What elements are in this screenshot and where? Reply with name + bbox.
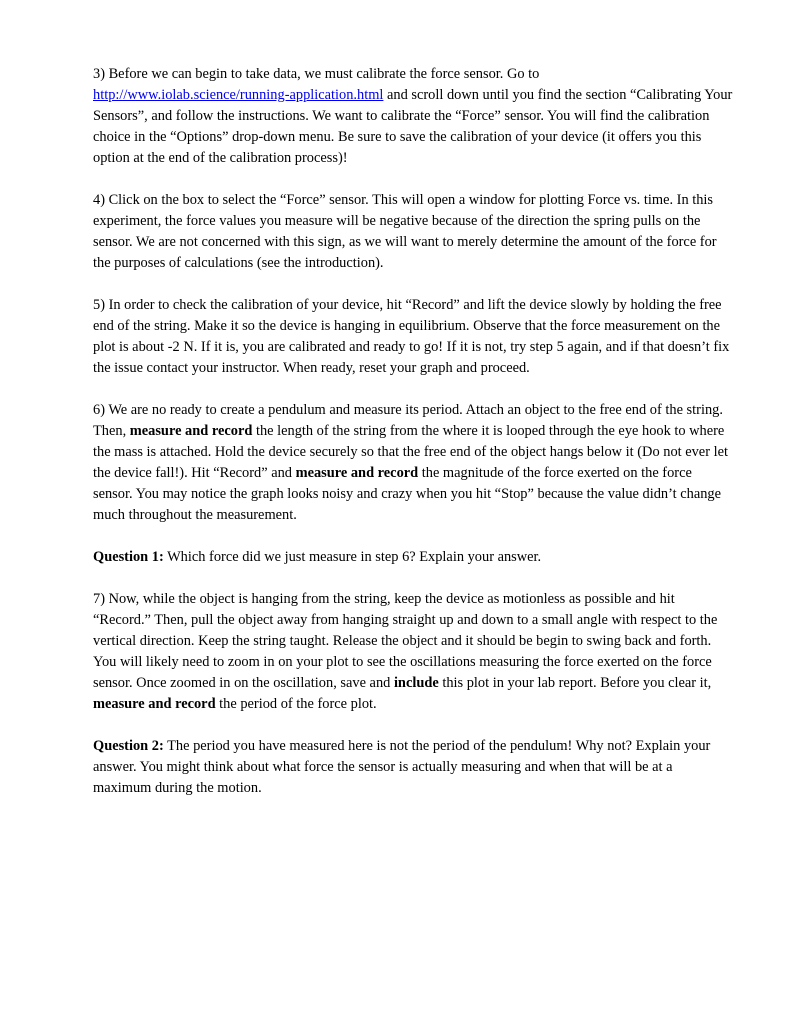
- step-6-bold-measure-force: measure and record: [295, 465, 419, 481]
- step-3-paragraph: [93, 64, 733, 169]
- step-3-text-after-link: and scroll down until you find the section “Calibrating Your Sensors”, and follow the instructions. We want to calibrate the “Force” sensor. You will find the calibration choice in the “Options” drop-down menu. Be sure to save the calibration of your device (it offers you this option at the end of the calibration process)!: [93, 87, 733, 166]
- question-1-label: Question 1:: [93, 549, 164, 565]
- step-7-text-2: this plot in your lab report. Before you clear it,: [438, 675, 712, 691]
- step-6-paragraph: [93, 400, 733, 526]
- question-2-label: Question 2:: [93, 738, 164, 754]
- step-6-text-2: the length of the string from the where it is looped through the eye hook to where the mass is attached. Hold the device securely so that the free end of the object hangs below it (Do not ever let the device fall!). Hit “Record” and: [93, 423, 728, 481]
- step-6-text-3: the magnitude of the force exerted on the force sensor. You may notice the graph looks noisy and crazy when you hit “Stop” because the value didn’t change much throughout the measurement.: [93, 465, 721, 523]
- step-4-text: 4) Click on the box to select the “Force” sensor. This will open a window for plotting Force vs. time. In this experiment, the force values you measure will be negative because of the direction the spring pulls on the sensor. We are not concerned with this sign, as we will want to merely determine the amount of the force for the purposes of calculations (see the introduction).: [93, 192, 717, 271]
- step-7-text-3: the period of the force plot.: [215, 696, 377, 712]
- question-2-paragraph: [93, 736, 733, 799]
- question-1-text: Which force did we just measure in step 6? Explain your answer.: [163, 549, 542, 565]
- question-2-text: The period you have measured here is not the period of the pendulum! Why not? Explain your answer. You might think about what force the sensor is actually measuring and when that will be at a maximum during the motion.: [93, 738, 711, 796]
- step-5-paragraph: [93, 295, 733, 379]
- step-3-text-before-link: 3) Before we can begin to take data, we must calibrate the force sensor. Go to: [93, 66, 540, 82]
- document-page: [93, 64, 733, 820]
- question-1-paragraph: [93, 547, 733, 568]
- step-6-bold-measure-length: measure and record: [129, 423, 253, 439]
- step-4-paragraph: [93, 190, 733, 274]
- iolab-link[interactable]: http://www.iolab.science/running-application.html: [93, 87, 384, 103]
- step-7-text-1: 7) Now, while the object is hanging from the string, keep the device as motionless as possible and hit “Record.” Then, pull the object away from hanging straight up and down to a small angle with respect to the vertical direction. Keep the string taught. Release the object and it should be begin to swing back and forth. You will likely need to zoom in on your plot to see the oscillations measuring the force exerted on the force sensor. Once zoomed in on the oscillation, save and: [93, 591, 718, 691]
- step-6-text-1: 6) We are no ready to create a pendulum and measure its period. Attach an object to the free end of the string. Then,: [93, 402, 723, 439]
- step-5-text: 5) In order to check the calibration of your device, hit “Record” and lift the device slowly by holding the free end of the string. Make it so the device is hanging in equilibrium. Observe that the force measurement on the plot is about -2 N. If it is, you are calibrated and ready to go! If it is not, try step 5 again, and if that doesn’t fix the issue contact your instructor. When ready, reset your graph and proceed.: [93, 297, 730, 376]
- step-7-bold-measure-period: measure and record: [93, 696, 216, 712]
- step-7-paragraph: [93, 589, 733, 715]
- step-7-bold-include: include: [393, 675, 439, 691]
